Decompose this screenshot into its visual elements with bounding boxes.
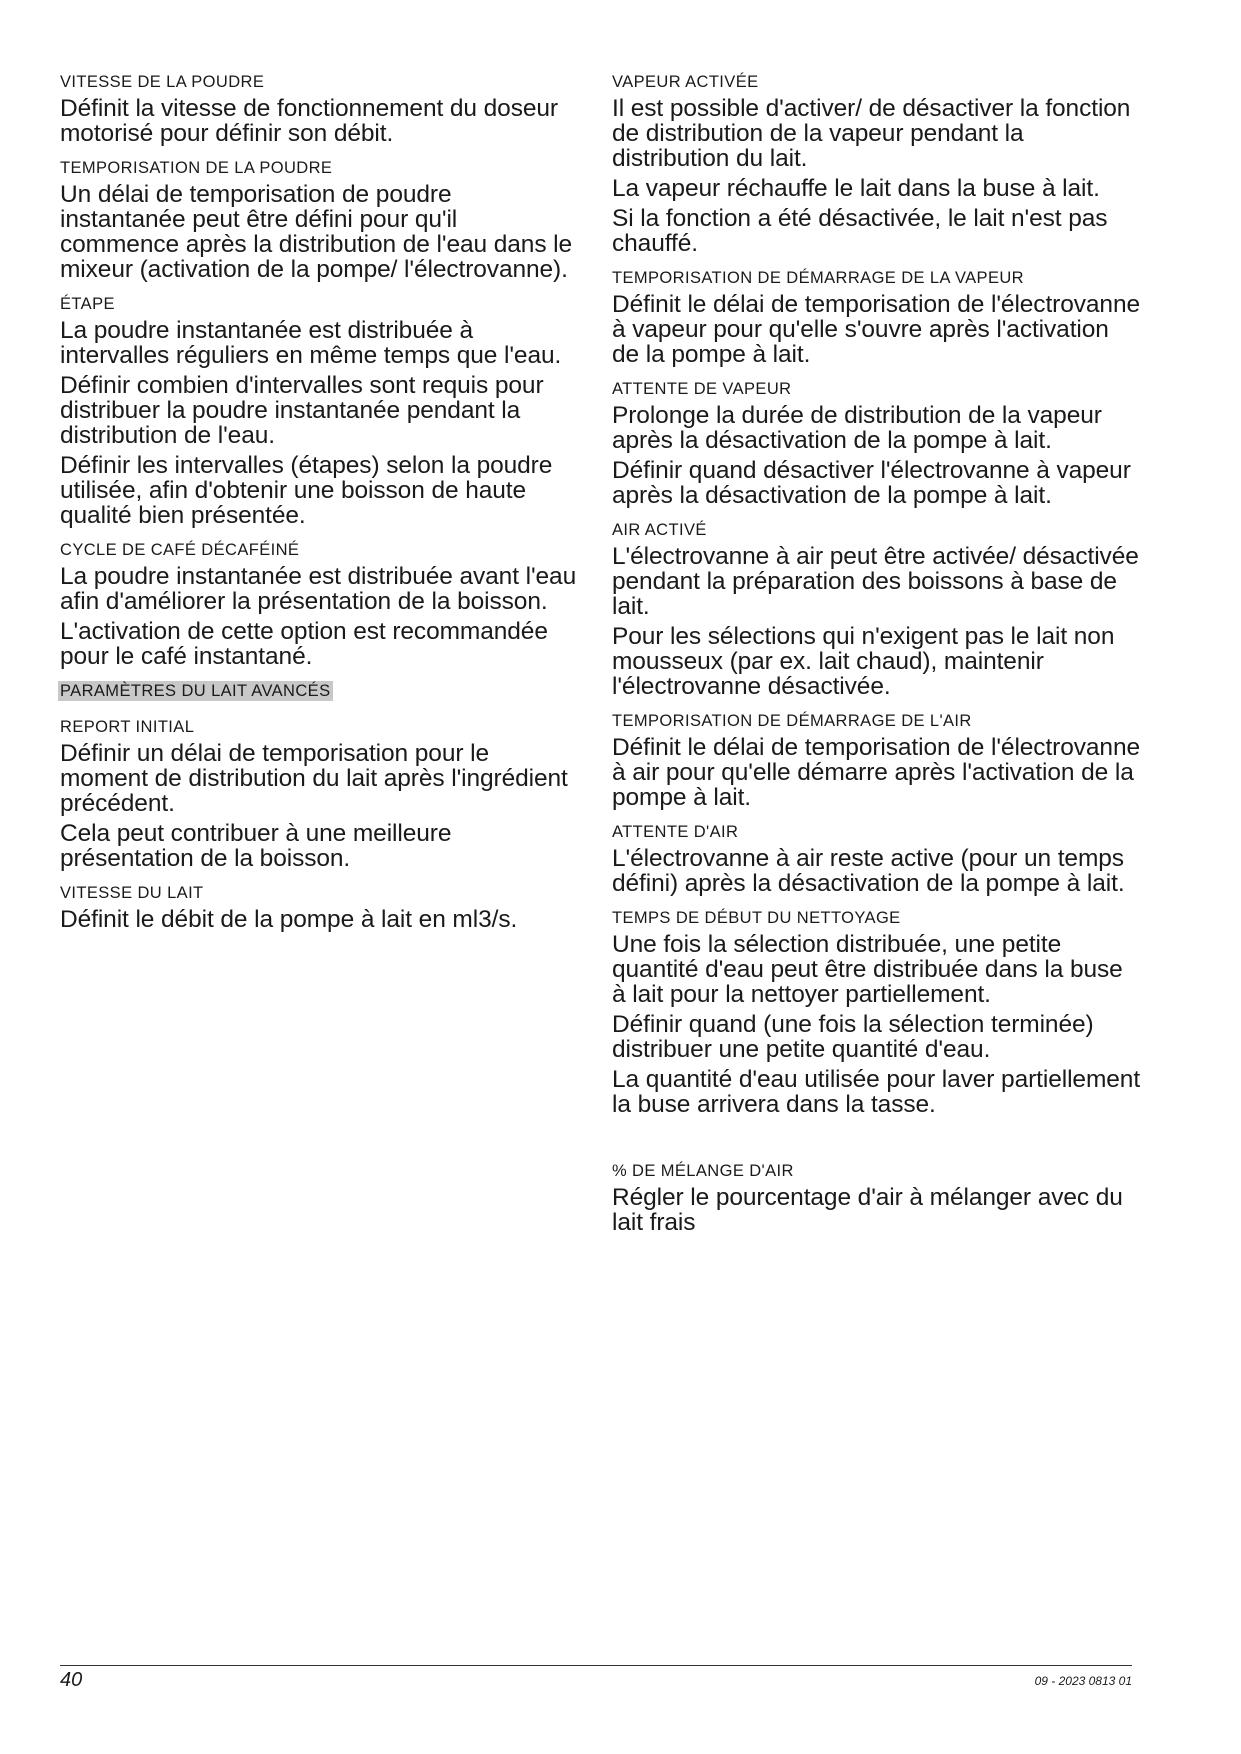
section-paragraph: L'électrovanne à air reste active (pour un temps défini) après la désactivation de la pompe à lait. [612,845,1125,897]
section-spacer [612,1129,1142,1161]
page-number: 40 [60,1669,83,1691]
section-heading: TEMPORISATION DE LA POUDRE [60,159,333,177]
section-heading: VITESSE DU LAIT [60,884,204,902]
section-temporisation-poudre [60,158,580,282]
section-heading: CYCLE DE CAFÉ DÉCAFÉINÉ [60,541,300,559]
section-temps-nettoyage [612,908,1142,1117]
chapter-heading: PARAMÈTRES DU LAIT AVANCÉS [60,682,331,700]
section-paragraph: La poudre instantanée est distribuée à intervalles réguliers en même temps que l'eau. [60,317,562,369]
footer-divider [60,1665,1132,1666]
section-attente-vapeur [612,379,1142,508]
section-vitesse-poudre [60,72,580,146]
document-code: 09 - 2023 0813 01 [1034,1674,1132,1688]
section-paragraph: Une fois la sélection distribuée, une petite quantité d'eau peut être distribuée dans la buse à lait pour la nettoyer partiellement. [612,931,1123,1008]
section-paragraph: Définir quand (une fois la sélection terminée) distribuer une petite quantité d'eau. [612,1011,1094,1063]
section-paragraph: L'électrovanne à air peut être activée/ désactivée pendant la préparation des boissons à base de lait. [612,543,1139,620]
section-heading: TEMPS DE DÉBUT DU NETTOYAGE [612,909,901,927]
section-paragraph: Cela peut contribuer à une meilleure présentation de la boisson. [60,820,452,872]
section-heading: VAPEUR ACTIVÉE [612,73,759,91]
section-heading: AIR ACTIVÉ [612,521,707,539]
section-vapeur-activee [612,72,1142,256]
section-paragraph: Définir un délai de temporisation pour le moment de distribution du lait après l'ingrédient précédent. [60,740,568,817]
section-paragraph: Un délai de temporisation de poudre instantanée peut être défini pour qu'il commence après la distribution de l'eau dans le mixeur (activation de la pompe/ l'électrovanne). [60,181,573,283]
section-report-initial [60,717,580,871]
section-paragraph: Définit le débit de la pompe à lait en ml3/s. [60,906,518,933]
section-paragraph: Il est possible d'activer/ de désactiver la fonction de distribution de la vapeur pendant la distribution du lait. [612,95,1131,172]
section-paragraph: Définir les intervalles (étapes) selon la poudre utilisée, afin d'obtenir une boisson de haute qualité bien présentée. [60,452,553,529]
section-paragraph: La vapeur réchauffe le lait dans la buse à lait. [612,175,1100,202]
section-paragraph: Définit la vitesse de fonctionnement du doseur motorisé pour définir son débit. [60,95,558,147]
section-heading: ÉTAPE [60,295,115,313]
section-heading: TEMPORISATION DE DÉMARRAGE DE LA VAPEUR [612,269,1024,287]
section-heading: % DE MÉLANGE D'AIR [612,1162,794,1180]
section-heading: REPORT INITIAL [60,718,195,736]
section-vitesse-lait [60,883,580,932]
section-paragraph: Définir quand désactiver l'électrovanne à vapeur après la désactivation de la pompe à lait. [612,457,1131,509]
section-paragraph: Régler le pourcentage d'air à mélanger avec du lait frais [612,1184,1123,1236]
section-melange-air [612,1161,1142,1235]
section-paragraph: Si la fonction a été désactivée, le lait n'est pas chauffé. [612,205,1108,257]
section-paragraph: Définit le délai de temporisation de l'électrovanne à air pour qu'elle démarre après l'activation de la pompe à lait. [612,734,1141,811]
section-parametres-lait [60,681,580,705]
section-paragraph: Définir combien d'intervalles sont requis pour distribuer la poudre instantanée pendant la distribution de l'eau. [60,372,544,449]
section-etape [60,294,580,528]
section-heading: VITESSE DE LA POUDRE [60,73,265,91]
right-column [612,72,1142,1247]
section-cycle-decafeine [60,540,580,669]
section-heading: ATTENTE DE VAPEUR [612,380,792,398]
section-paragraph: L'activation de cette option est recommandée pour le café instantané. [60,618,548,670]
left-column [60,72,580,944]
section-paragraph: La quantité d'eau utilisée pour laver partiellement la buse arrivera dans la tasse. [612,1066,1141,1118]
section-heading: TEMPORISATION DE DÉMARRAGE DE L'AIR [612,712,972,730]
section-paragraph: Définit le délai de temporisation de l'électrovanne à vapeur pour qu'elle s'ouvre après l'activation de la pompe à lait. [612,291,1141,368]
section-paragraph: La poudre instantanée est distribuée avant l'eau afin d'améliorer la présentation de la boisson. [60,563,577,615]
section-paragraph: Pour les sélections qui n'exigent pas le lait non mousseux (par ex. lait chaud), maintenir l'électrovanne désactivée. [612,623,1115,700]
section-paragraph: Prolonge la durée de distribution de la vapeur après la désactivation de la pompe à lait. [612,402,1102,454]
section-air-active [612,520,1142,699]
section-attente-air [612,822,1142,896]
section-temporisation-vapeur [612,268,1142,367]
section-temporisation-air [612,711,1142,810]
section-heading: ATTENTE D'AIR [612,823,739,841]
